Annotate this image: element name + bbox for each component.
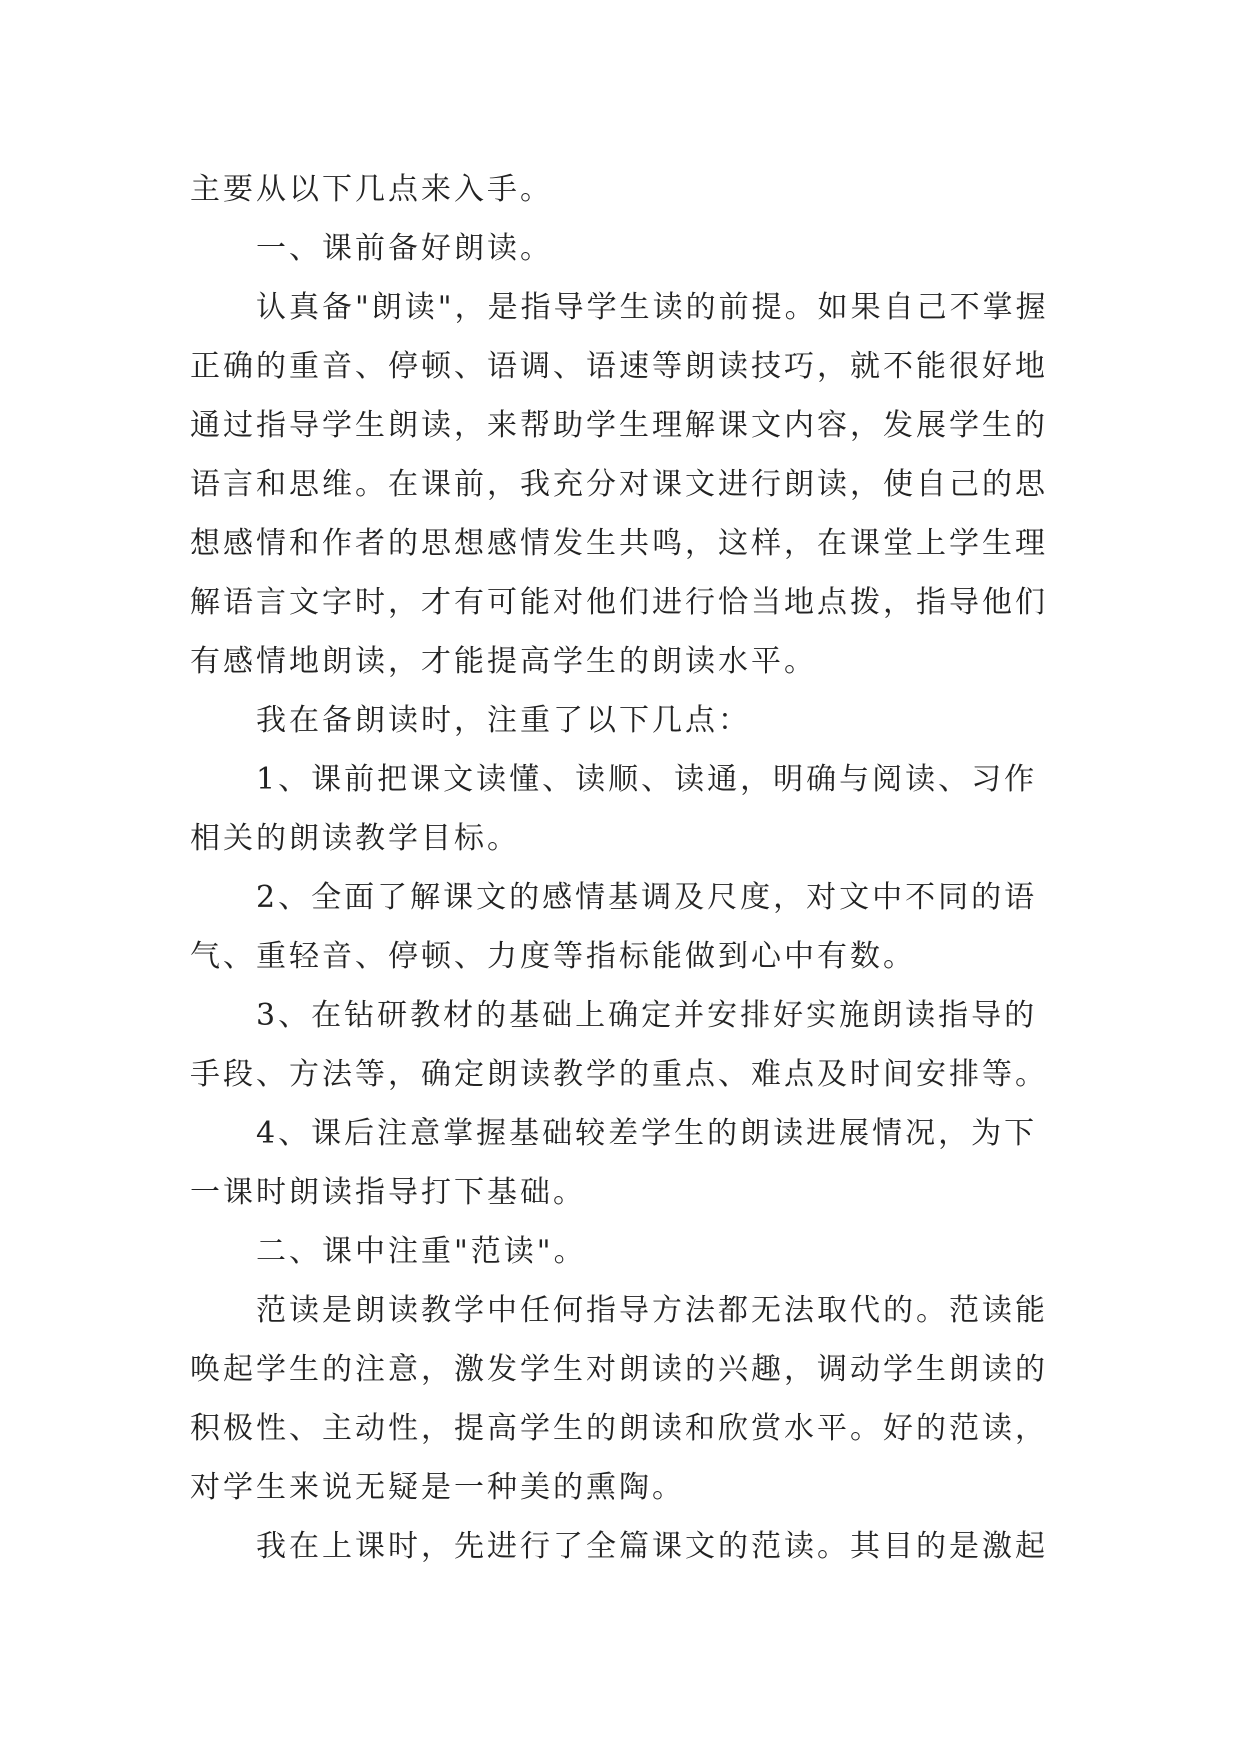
text-line: 通过指导学生朗读，来帮助学生理解课文内容，发展学生的	[190, 408, 1048, 443]
list-item-2: 2、全面了解课文的感情基调及尺度，对文中不同的语	[256, 880, 1038, 915]
text-line: 范读是朗读教学中任何指导方法都无法取代的。范读能	[256, 1293, 1048, 1328]
text-line: 手段、方法等，确定朗读教学的重点、难点及时间安排等。	[190, 1057, 1048, 1092]
body-text	[190, 160, 1070, 1576]
text-line: 相关的朗读教学目标。	[190, 821, 520, 856]
list-item-4: 4、课后注意掌握基础较差学生的朗读进展情况，为下	[256, 1116, 1038, 1151]
text-line: 对学生来说无疑是一种美的熏陶。	[190, 1470, 685, 1505]
text-line: 语言和思维。在课前，我充分对课文进行朗读，使自己的思	[190, 467, 1048, 502]
text-line: 想感情和作者的思想感情发生共鸣，这样，在课堂上学生理	[190, 526, 1048, 561]
text-line: 认真备"朗读"，是指导学生读的前提。如果自己不掌握	[256, 290, 1049, 325]
text-line: 我在上课时，先进行了全篇课文的范读。其目的是激起	[256, 1529, 1048, 1564]
list-item-1: 1、课前把课文读懂、读顺、读通，明确与阅读、习作	[256, 762, 1038, 797]
text-line: 积极性、主动性，提高学生的朗读和欣赏水平。好的范读，	[190, 1411, 1048, 1446]
text-line: 气、重轻音、停顿、力度等指标能做到心中有数。	[190, 939, 916, 974]
text-line: 有感情地朗读，才能提高学生的朗读水平。	[190, 644, 817, 679]
text-line: 主要从以下几点来入手。	[190, 172, 553, 207]
section-heading: 二、课中注重"范读"。	[256, 1234, 587, 1269]
text-line: 一课时朗读指导打下基础。	[190, 1175, 586, 1210]
text-line: 正确的重音、停顿、语调、语速等朗读技巧，就不能很好地	[190, 349, 1048, 384]
text-line: 唤起学生的注意，激发学生对朗读的兴趣，调动学生朗读的	[190, 1352, 1048, 1387]
list-item-3: 3、在钻研教材的基础上确定并安排好实施朗读指导的	[256, 998, 1038, 1033]
text-line: 解语言文字时，才有可能对他们进行恰当地点拨，指导他们	[190, 585, 1048, 620]
text-line: 我在备朗读时，注重了以下几点：	[256, 703, 751, 738]
section-heading: 一、课前备好朗读。	[256, 231, 553, 266]
